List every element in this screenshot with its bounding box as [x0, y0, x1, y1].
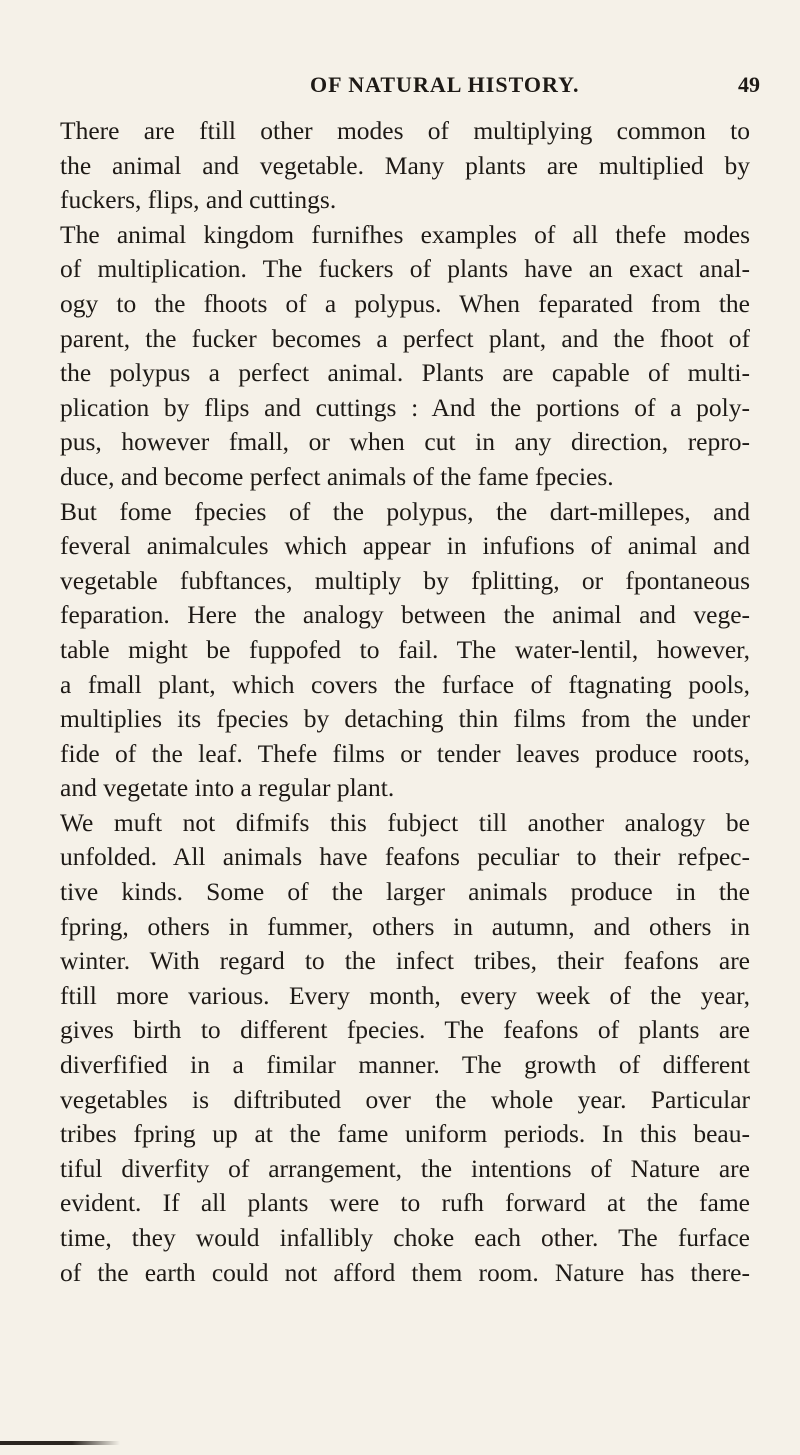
- text-line: fuckers, flips, and cuttings.: [60, 185, 337, 215]
- text-line: and vegetate into a regular plant.: [60, 773, 395, 803]
- text-line: ftill more various. Every month, every week of the year,: [60, 980, 750, 1010]
- text-line: There are ftill other modes of multiplying common to: [60, 116, 750, 145]
- text-line: the animal and vegetable. Many plants are multiplied by: [60, 150, 750, 180]
- text-line: time, they would infallibly choke each other. The furface: [60, 1223, 750, 1252]
- text-line: table might be fuppofed to fail. The water-lentil, however,: [60, 634, 750, 664]
- text-line: a fmall plant, which covers the furface of ftagnating pools,: [60, 669, 750, 699]
- text-line: duce, and become perfect animals of the fame fpecies.: [60, 461, 614, 491]
- text-line: tiful diverfity of arrangement, the intentions of Nature are: [60, 1153, 750, 1183]
- text-line: diverfified in a fimilar manner. The growth of different: [60, 1050, 750, 1080]
- text-line: vegetables is diftributed over the whole year. Particular: [60, 1084, 750, 1114]
- text-line: winter. With regard to the infect tribes, their feafons are: [60, 946, 750, 976]
- text-line: The animal kingdom furnifhes examples of all thefe modes: [60, 219, 750, 249]
- text-line: But fome fpecies of the polypus, the dart-millepes, and: [60, 496, 750, 526]
- body-text: [60, 114, 750, 1290]
- text-line: evident. If all plants were to rufh forward at the fame: [60, 1188, 750, 1218]
- text-line: of the earth could not afford them room. Nature has there-: [60, 1257, 750, 1287]
- text-line: plication by flips and cuttings : And the portions of a poly-: [60, 392, 750, 422]
- text-line: tribes fpring up at the fame uniform periods. In this beau-: [60, 1119, 750, 1149]
- text-line: vegetable fubftances, multiply by fplitting, or fpontaneous: [60, 565, 750, 595]
- text-line: ogy to the fhoots of a polypus. When feparated from the: [60, 288, 750, 318]
- text-line: gives birth to different fpecies. The feafons of plants are: [60, 1015, 750, 1045]
- text-line: pus, however fmall, or when cut in any direction, repro-: [60, 427, 750, 457]
- running-head: [0, 72, 800, 104]
- text-line: the polypus a perfect animal. Plants are capable of multi-: [60, 358, 750, 388]
- text-line: fide of the leaf. Thefe films or tender leaves produce roots,: [60, 738, 750, 768]
- page-number: 49: [738, 72, 760, 97]
- scan-edge-mark: [0, 1441, 120, 1445]
- text-line: multiplies its fpecies by detaching thin films from the under: [60, 704, 750, 734]
- text-line: feparation. Here the analogy between the animal and vege-: [60, 600, 750, 630]
- text-line: unfolded. All animals have feafons peculiar to their refpec-: [60, 842, 750, 872]
- running-title: OF NATURAL HISTORY.: [310, 72, 580, 97]
- text-line: tive kinds. Some of the larger animals produce in the: [60, 877, 750, 907]
- text-line: fpring, others in fummer, others in autumn, and others in: [60, 911, 750, 941]
- text-line: We muft not difmifs this fubject till another analogy be: [60, 807, 750, 837]
- text-line: parent, the fucker becomes a perfect plant, and the fhoot of: [60, 323, 750, 353]
- text-line: feveral animalcules which appear in infufions of animal and: [60, 531, 750, 561]
- text-line: of multiplication. The fuckers of plants have an exact anal-: [60, 254, 750, 284]
